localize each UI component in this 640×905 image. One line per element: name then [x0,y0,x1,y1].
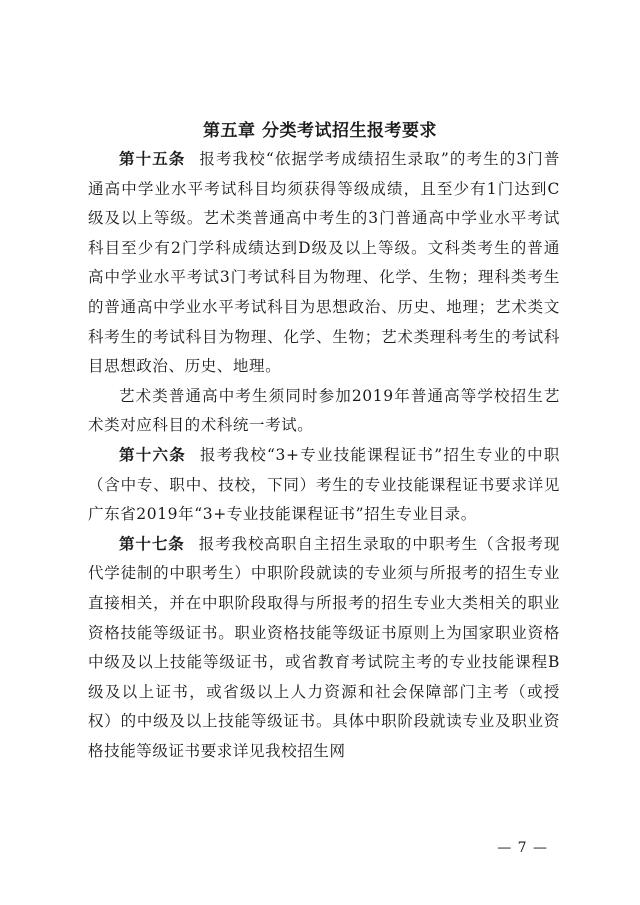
article-16-paragraph [88,441,560,530]
article-16-label: 第十六条 [119,445,186,464]
art-exam-text: 艺术类普通高中考生须同时参加2019年普通高等学校招生艺术类对应科目的术科统一考试。 [88,386,560,435]
article-15-paragraph [88,145,560,382]
article-17-label: 第十七条 [119,534,185,553]
page-number: — 7 — [497,840,548,856]
article-15-label: 第十五条 [119,150,186,168]
document-body [88,145,560,766]
art-exam-paragraph [88,382,560,441]
article-15-text: 报考我校“依据学考成绩招生录取”的考生的3门普通高中学业水平考试科目均须获得等级成绩，且至少有1门达到C级及以上等级。艺术类普通高中考生的3门普通高中学业水平考试科目至少有2门学科成绩达到D级及以上等级。文科类考生的普通高中学业水平考试3门考试科目为物理、化学、生物；理科类考生的普通高中学业水平考试科目为思想政治、历史、地理；艺术类文科考生的考试科目为物理、化学、生物；艺术类理科考生的考试科目思想政治、历史、地理。 [88,150,560,376]
chapter-title: 第五章 分类考试招生报考要求 [203,121,437,141]
article-17-text: 报考我校高职自主招生录取的中职考生（含报考现代学徒制的中职考生）中职阶段就读的专业须与所报考的招生专业直接相关，并在中职阶段取得与所报考的招生专业大类相关的职业资格技能等级证书。职业资格技能等级证书原则上为国家职业资格中级及以上技能等级证书，或省教育考试院主考的专业技能课程B级及以上证书，或省级以上人力资源和社会保障部门主考（或授权）的中级及以上技能等级证书。具体中职阶段就读专业及职业资格技能等级证书要求详见我校招生网 [88,534,560,760]
article-16-text: 报考我校“3+专业技能课程证书”招生专业的中职（含中专、职中、技校，下同）考生的专业技能课程证书要求详见广东省2019年“3+专业技能课程证书”招生专业目录。 [88,445,560,524]
article-17-paragraph [88,530,560,767]
